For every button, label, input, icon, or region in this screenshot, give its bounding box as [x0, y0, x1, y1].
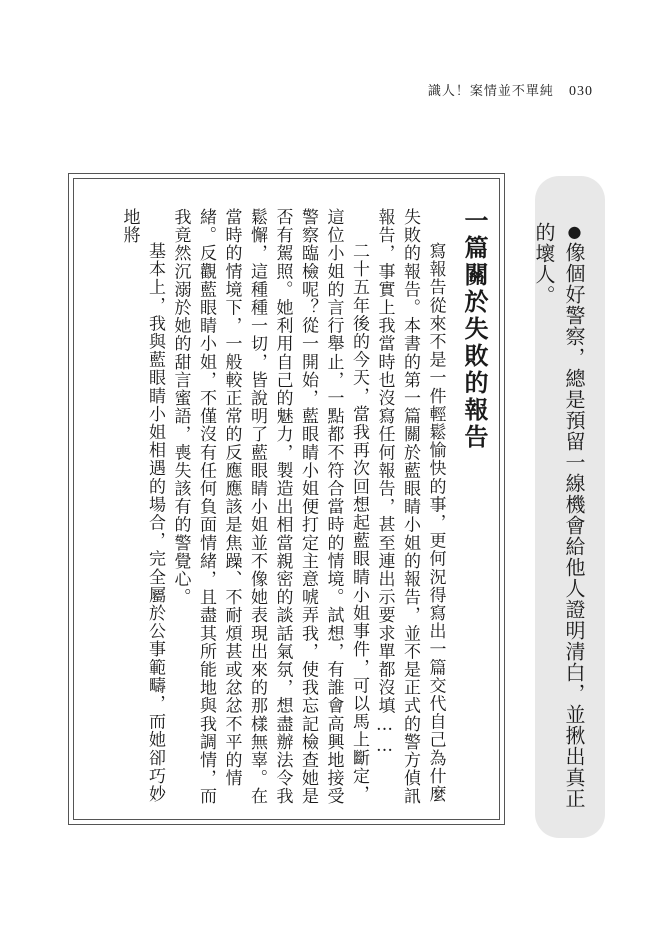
running-header	[428, 80, 593, 100]
paragraph: 基本上，我與藍眼睛小姐相遇的場合，完全屬於公事範疇，而她卻巧妙地將	[119, 208, 165, 804]
page-number: 030	[569, 84, 593, 99]
article-body	[87, 208, 487, 818]
article-title: 一篇關於失敗的報告	[460, 208, 489, 451]
paragraph: 寫報告從來不是一件輕鬆愉快的事，更何況得寫出一篇交代自己為什麼失敗的報告。本書的第一篇關於藍眼睛小姐的報告，並不是正式的警方偵訊報告，事實上我當時也沒寫任何報告，甚至連出示要求單都沒填……	[374, 208, 446, 806]
bullet-icon: ●	[565, 222, 584, 242]
sidebar-note-text: 像個好警察，總是預留一線機會給他人證明清白，並揪出真正的壞人。	[532, 222, 586, 809]
header-title: 識人！案情並不單純	[427, 84, 554, 99]
paragraph: 二十五年後的今天，當我再次回想起藍眼睛小姐事件，可以馬上斷定，這位小姐的言行舉止，一點都不符合當時的情境。試想，有誰會高興地接受警察臨檢呢？從一開始，藍眼睛小姐便打定主意唬弄我，使我忘記檢查她是否有駕照。她利用自己的魅力，製造出相當親密的談話氣氛，想盡辦法令我鬆懈，這種種一切，皆說明了藍眼睛小姐並不像她表現出來的那樣無辜。在當時的情境下，一般較正常的反應應該是焦躁、不耐煩甚或忿忿不平的情緒。反觀藍眼睛小姐，不僅沒有任何負面情緒，且盡其所能地與我調情，而我竟然沉溺於她的甜言蜜語，喪失該有的警覺心。	[170, 208, 369, 806]
sidebar-note	[529, 222, 589, 822]
